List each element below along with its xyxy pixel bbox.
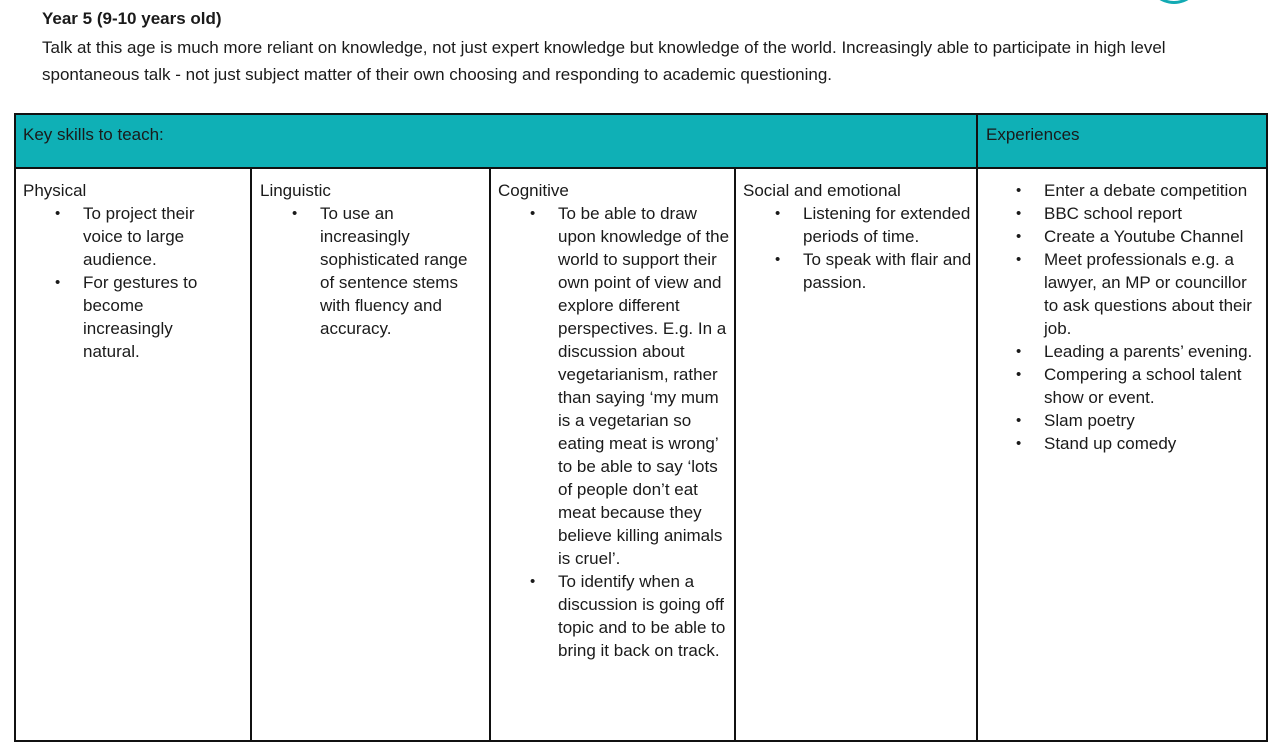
list-item: • Stand up comedy xyxy=(1044,432,1258,455)
divider xyxy=(489,169,491,740)
list-item: • BBC school report xyxy=(1044,202,1258,225)
list-item: • To be able to draw upon knowledge of the world to support their own point of view and explore different perspectives. E.g. In a discussion about vegetarianism, rather than saying ‘my mum is a vegetarian so eating meat is wrong’ to be able to say ‘lots of people don’t eat meat because they believe killing animals is cruel’. xyxy=(558,202,730,570)
cell-title-cognitive: Cognitive xyxy=(498,181,569,200)
cell-cognitive xyxy=(498,179,728,662)
cell-title-physical: Physical xyxy=(23,181,87,200)
cell-title-linguistic: Linguistic xyxy=(260,181,331,200)
cell-title-social-emotional: Social and emotional xyxy=(743,181,901,200)
social-emotional-list xyxy=(803,202,975,294)
list-item: • To use an increasingly sophisticated range of sentence stems with fluency and accuracy. xyxy=(320,202,480,340)
intro-paragraph: Talk at this age is much more reliant on knowledge, not just expert knowledge but knowledge of the world. Increasingly able to participate in high level spontaneous talk - not just subject matter of their own choosing and responding to academic questioning. xyxy=(42,38,1166,84)
list-item: • Listening for extended periods of time. xyxy=(803,202,975,248)
divider xyxy=(734,169,736,740)
cell-physical xyxy=(23,179,243,363)
linguistic-list xyxy=(320,202,480,340)
header-experiences: Experiences xyxy=(986,125,1080,144)
list-item: • Enter a debate competition xyxy=(1044,179,1258,202)
list-item: • To project their voice to large audience. xyxy=(83,202,233,271)
list-item: • Meet professionals e.g. a lawyer, an MP or councillor to ask questions about their job. xyxy=(1044,248,1258,340)
cognitive-list xyxy=(558,202,730,662)
logo-mark xyxy=(1148,0,1200,4)
section-heading: Year 5 (9-10 years old) xyxy=(42,9,222,28)
cell-social-emotional xyxy=(743,179,973,294)
cell-experiences xyxy=(985,179,1265,455)
list-item: • Leading a parents’ evening. xyxy=(1044,340,1258,363)
skills-table xyxy=(14,113,1268,742)
list-item: • Slam poetry xyxy=(1044,409,1258,432)
list-item: • For gestures to become increasingly natural. xyxy=(83,271,233,363)
experiences-list xyxy=(1044,179,1258,455)
list-item: • Create a Youtube Channel xyxy=(1044,225,1258,248)
table-header-row xyxy=(16,115,1266,169)
list-item: • To speak with flair and passion. xyxy=(803,248,975,294)
divider xyxy=(976,115,978,740)
divider xyxy=(250,169,252,740)
list-item: • Compering a school talent show or event. xyxy=(1044,363,1258,409)
list-item: • To identify when a discussion is going off topic and to be able to bring it back on track. xyxy=(558,570,730,662)
header-key-skills: Key skills to teach: xyxy=(23,125,164,144)
physical-list xyxy=(83,202,233,363)
cell-linguistic xyxy=(260,179,485,340)
